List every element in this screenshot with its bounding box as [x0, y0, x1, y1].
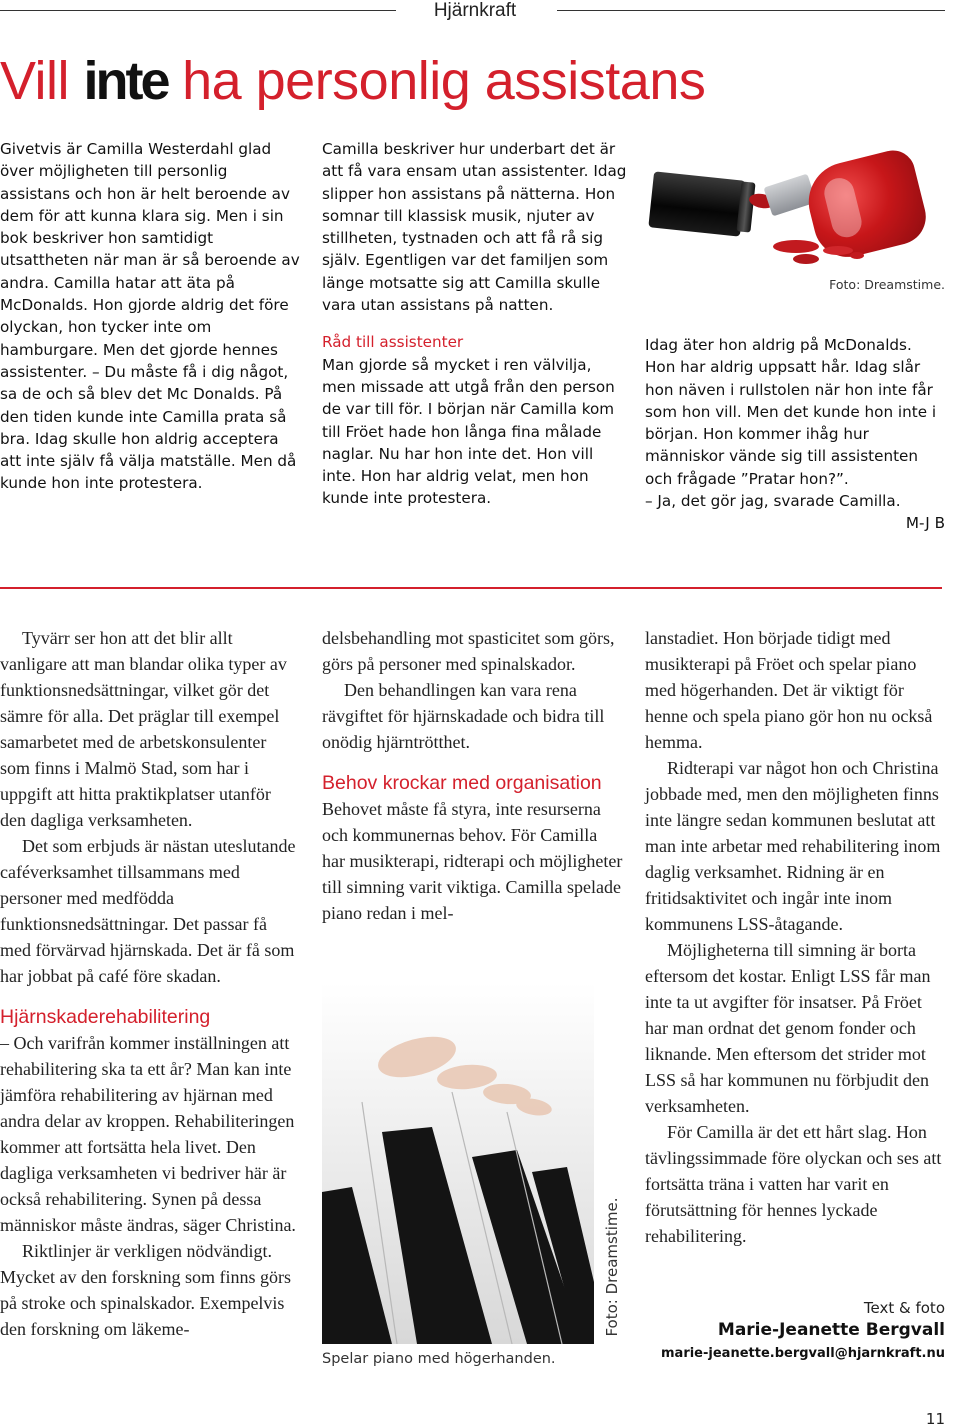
nail-photo-credit: Foto: Dreamstime.	[829, 277, 945, 292]
body-paragraph: – Och varifrån kommer inställningen att rehabilitering ska ta ett år? Man kan inte jämföra rehabilitering av hjärnan med andra delar av kroppen. Rehabiliteringen kommer att fortsätta hela livet. Den dagliga verksamheten vi bedriver här är också rehabilitering. Synen på dessa människor måste ändras, säger Christina.	[0, 1033, 296, 1235]
body-column-3	[645, 625, 945, 1249]
header-rule-right	[557, 10, 945, 11]
nail-polish-photo	[645, 150, 945, 270]
page-number: 11	[925, 1410, 945, 1428]
intro-paragraph: Camilla beskriver hur underbart det är att få vara ensam utan assistenter. Idag slipper hon assistans på nätterna. Hon somnar till klassisk musik, njuter av stillheten, tystnaden och att få rå sig själv. Egentligen var det familjen som länge motsatte sig att Camilla skulle vara utan assistans på natten.	[322, 140, 627, 315]
intro-column-2	[322, 138, 627, 510]
polish-drip	[850, 252, 864, 259]
intro-signature: M-J B	[905, 514, 945, 533]
piano-caption: Spelar piano med högerhanden.	[322, 1351, 556, 1367]
body-paragraph: delsbehandling mot spasticitet som görs, görs på personer med spinalskador.	[322, 628, 615, 674]
body-subheading: Hjärnskaderehabilitering	[0, 1006, 211, 1028]
body-paragraph: Det som erbjuds är nästan uteslutande caféverksamhet tillsammans med personer med medfödda funktionsnedsättningar. Det passar få med förvärvad hjärnskada. Det är få som har jobbat på café före skadan.	[0, 836, 296, 986]
intro-paragraph: Givetvis är Camilla Westerdahl glad över möjligheten till personlig assistans och hon är helt beroende av dem för att kunna klara sig. Men i sin bok beskriver hon samtidigt utsattheten när man är så beroende av andra. Camilla hatar att äta på McDonalds. Hon gjorde aldrig det före olyckan, hon tycker inte om hamburgare. Men det gjorde hennes assistenter. – Du måste få i dig något, sa de och så blev det Mc Donalds. På den tiden kunde inte Camilla prata så bra. Idag skulle hon aldrig acceptera att inte själv få välja matställe. Men då kunde hon inte protestera.	[0, 140, 300, 493]
piano-photo	[322, 982, 594, 1344]
headline-negation: inte	[83, 51, 168, 111]
intro-column-3	[645, 334, 945, 535]
byline-name: Marie-Jeanette Bergvall	[717, 1320, 945, 1340]
piano-keys-graphic	[322, 982, 594, 1344]
polish-cap	[648, 171, 745, 236]
body-paragraph: För Camilla är det ett hårt slag. Hon tävlingssimmade före olyckan och ses att fortsätta träna i vatten har varit en förutsättning för hennes lyckade rehabilitering.	[645, 1122, 942, 1246]
headline-part-1: Vill	[0, 51, 84, 111]
body-paragraph: Riktlinjer är verkligen nödvändigt. Mycket av den forskning som finns görs på stroke och spinalskador. Exempelvis den forskning om läkeme-	[0, 1241, 291, 1339]
intro-subheading: Råd till assistenter	[322, 333, 464, 352]
polish-bottle	[800, 146, 931, 264]
body-column-1	[0, 625, 300, 1342]
article-headline	[0, 50, 960, 112]
body-subheading: Behov krockar med organisation	[322, 772, 602, 794]
intro-column-1	[0, 138, 300, 495]
piano-photo-credit: Foto: Dreamstime.	[603, 1197, 621, 1337]
byline-email: marie-jeanette.bergvall@hjarnkraft.nu	[661, 1346, 945, 1361]
body-paragraph: Den behandlingen kan vara rena rävgiftet för hjärnskadade och bidra till onödig hjärntrötthet.	[322, 680, 605, 752]
polish-drip	[823, 246, 853, 255]
body-column-2	[322, 625, 624, 926]
header-rule-left	[0, 10, 396, 11]
section-divider	[0, 587, 942, 589]
polish-drip	[793, 254, 819, 264]
magazine-name: Hjärnkraft	[433, 0, 517, 21]
body-paragraph: lanstadiet. Hon började tidigt med musikterapi på Fröet och spelar piano med högerhanden. Det är viktigt för henne och spela piano gör hon nu också hemma.	[645, 628, 933, 752]
intro-paragraph: Man gjorde så mycket i ren välvilja, men missade att utgå från den person de var till för. I början när Camilla kom till Fröet hade hon långa fina målade naglar. Nu har hon inte det. Hon vill inte. Hon har aldrig velat, men hon kunde inte protestera.	[322, 355, 615, 508]
intro-quote: – Ja, det gör jag, svarade Camilla.	[645, 492, 901, 511]
byline-label: Text & foto	[863, 1299, 945, 1317]
polish-drip	[773, 240, 819, 253]
body-paragraph: Tyvärr ser hon att det blir allt vanligare att man blandar olika typer av funktionsnedsättningar, vilket gör det sämre för alla. Det präglar till exempel samarbetet med de arbetskonsulenter som finns i Malmö Stad, som har i uppgift att hitta praktikplatser utanför den dagliga verksamheten.	[0, 628, 287, 830]
headline-part-2: ha personlig assistans	[167, 51, 706, 111]
body-paragraph: Behovet måste få styra, inte resurserna och kommunernas behov. För Camilla har musikterapi, ridterapi och möjligheter till simning varit viktiga. Camilla spelade piano redan i mel-	[322, 799, 623, 923]
intro-paragraph: Idag äter hon aldrig på McDonalds. Hon har aldrig uppsatt hår. Idag slår hon näven i rullstolen när hon inte får som hon vill. Men det kunde hon inte i början. Hon kommer ihåg hur människor vände sig till assistenten och frågade ”Pratar hon?”.	[645, 336, 937, 488]
body-paragraph: Ridterapi var något hon och Christina jobbade med, men den möjligheten finns inte längre sedan kommunen beslutat att man inte arbetar med rehabilitering inom daglig verksamhet. Ridning är en fritidsaktivitet och ingår inte inom kommunens LSS-åtagande.	[645, 758, 941, 934]
body-paragraph: Möjligheterna till simning är borta eftersom det kostar. Enligt LSS får man inte ta ut avgifter för insatser. På Fröet har man ordnat det genom fonder och liknande. Men eftersom det strider mot LSS så har kommunen nu förbjudit den verksamheten.	[645, 940, 931, 1116]
